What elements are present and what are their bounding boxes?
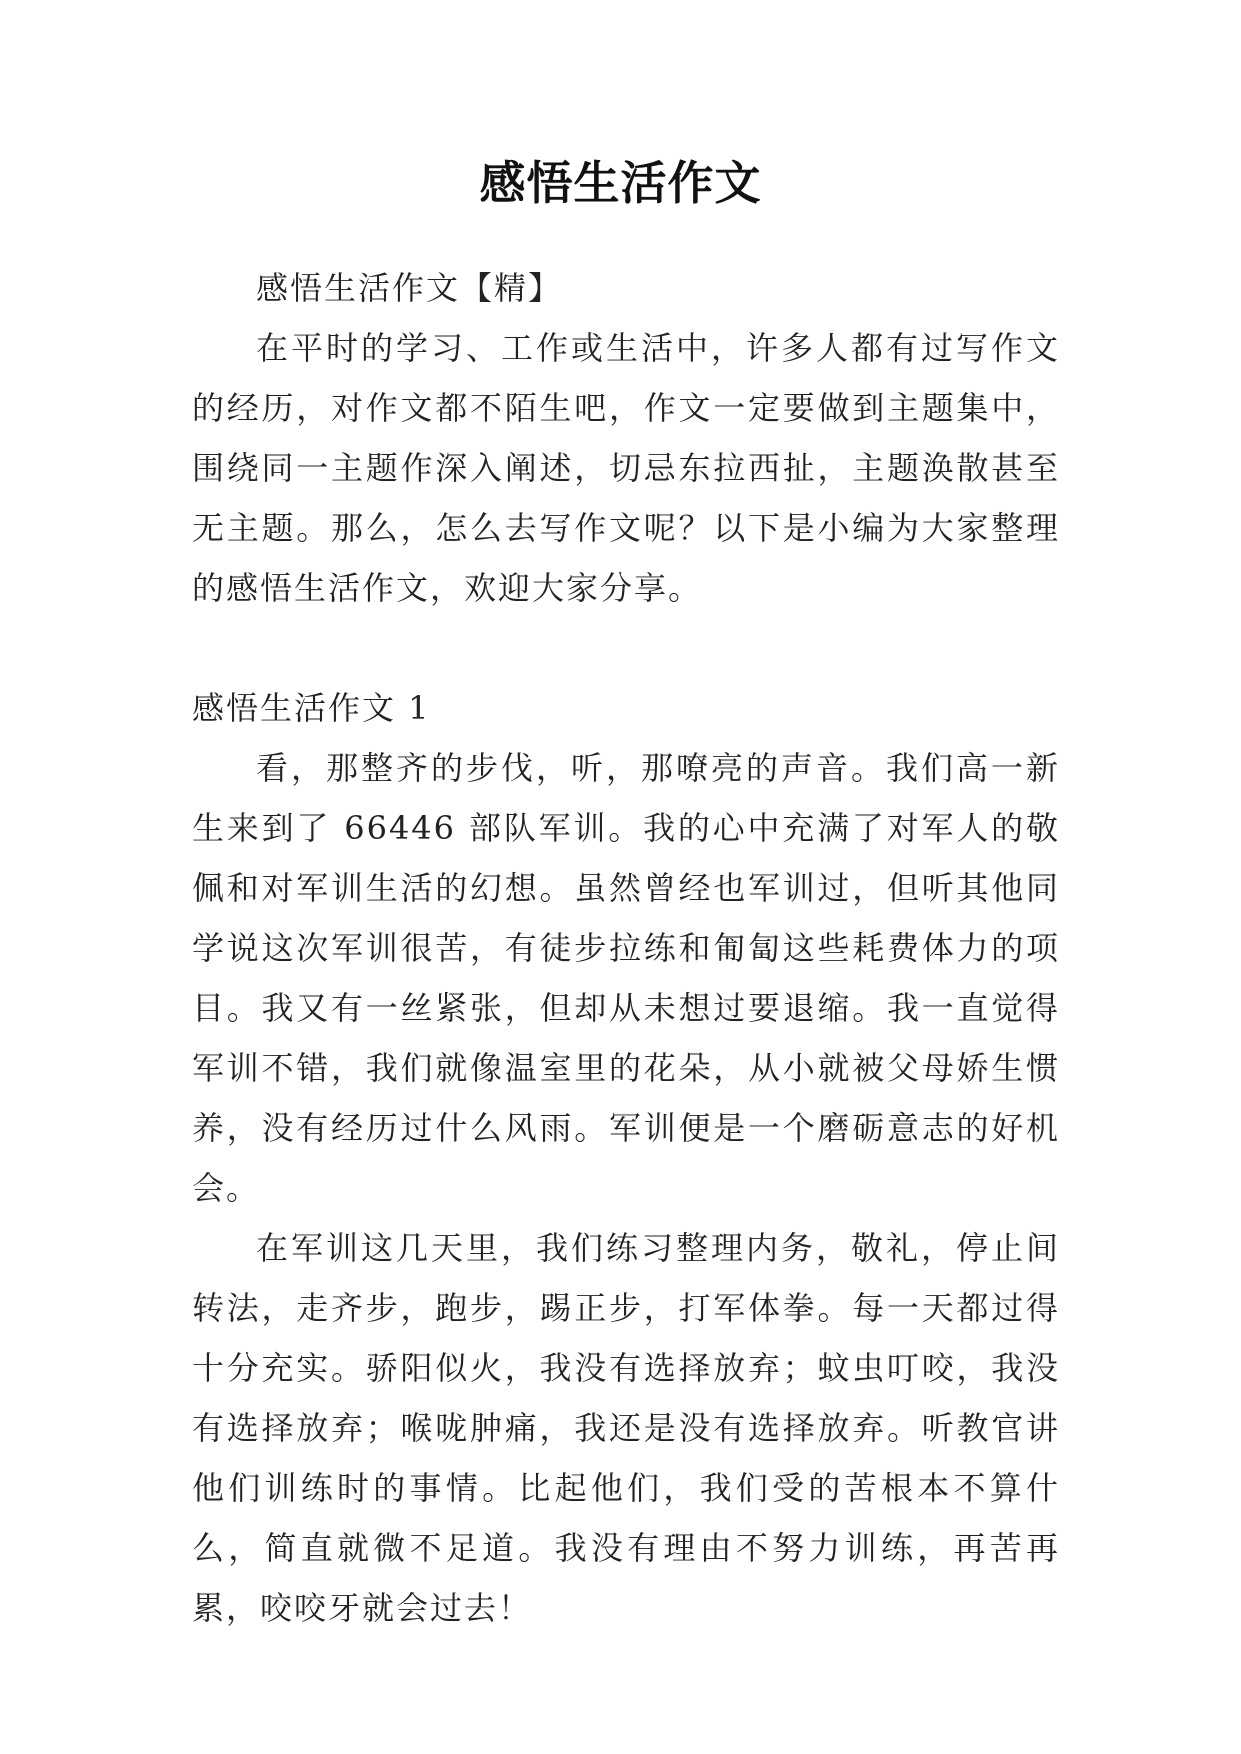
intro-paragraph: 在平时的学习、工作或生活中，许多人都有过写作文的经历，对作文都不陌生吧，作文一定要做到主题集中，围绕同一主题作深入阐述，切忌东拉西扯，主题涣散甚至无主题。那么，怎么去写作文呢？以下是小编为大家整理的感悟生活作文，欢迎大家分享。: [192, 329, 1060, 607]
document-body: [192, 258, 1060, 1638]
section-heading: 感悟生活作文 1: [192, 689, 431, 727]
body-paragraph-1: 看，那整齐的步伐，听，那嘹亮的声音。我们高一新生来到了 66446 部队军训。我的心中充满了对军人的敬佩和对军训生活的幻想。虽然曾经也军训过，但听其他同学说这次军训很苦，有徒步拉练和匍匐这些耗费体力的项目。我又有一丝紧张，但却从未想过要退缩。我一直觉得军训不错，我们就像温室里的花朵，从小就被父母娇生惯养，没有经历过什么风雨。军训便是一个磨砺意志的好机会。: [192, 749, 1060, 1207]
document-title: 感悟生活作文: [479, 156, 762, 210]
document-subtitle: 感悟生活作文【精】: [256, 269, 563, 307]
body-paragraph-2: 在军训这几天里，我们练习整理内务，敬礼，停止间转法，走齐步，跑步，踢正步，打军体拳。每一天都过得十分充实。骄阳似火，我没有选择放弃；蚊虫叮咬，我没有选择放弃；喉咙肿痛，我还是没有选择放弃。听教官讲他们训练时的事情。比起他们，我们受的苦根本不算什么，简直就微不足道。我没有理由不努力训练，再苦再累，咬咬牙就会过去！: [192, 1229, 1060, 1627]
